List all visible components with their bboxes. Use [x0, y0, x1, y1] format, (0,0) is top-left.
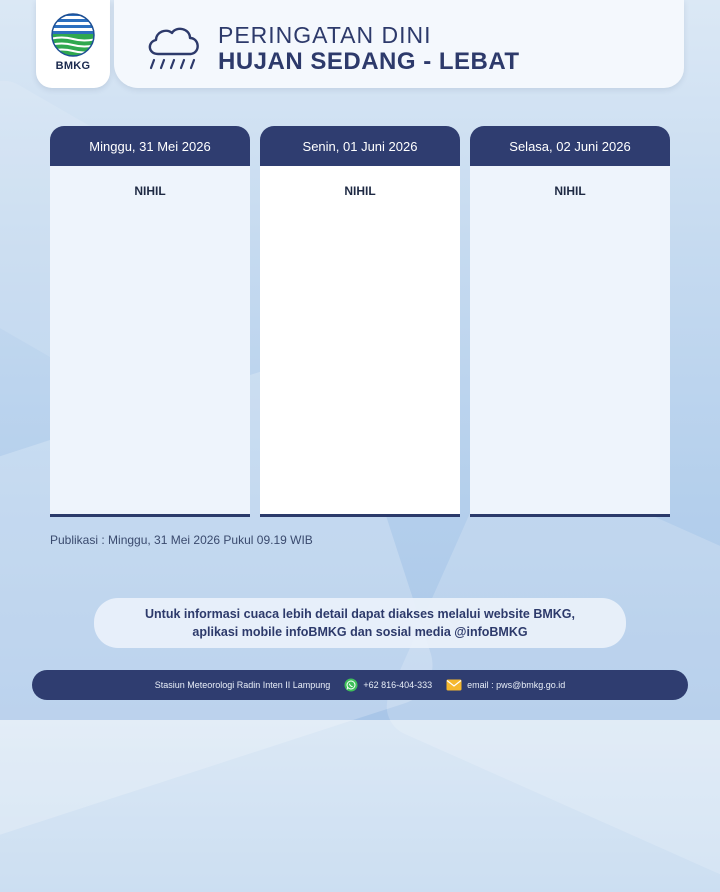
day-card-status: NIHIL — [344, 184, 376, 198]
footer-phone-item — [344, 678, 432, 692]
bmkg-emblem-icon — [50, 12, 96, 58]
day-card — [470, 126, 670, 517]
day-card — [50, 126, 250, 517]
day-card-body — [470, 166, 670, 514]
footer-email[interactable]: email : pws@bmkg.go.id — [467, 680, 566, 690]
day-card-status: NIHIL — [554, 184, 586, 198]
title-line-1: PERINGATAN DINI — [218, 22, 432, 48]
footer-email-item — [446, 679, 565, 691]
whatsapp-icon — [344, 678, 358, 692]
info-line-2: aplikasi mobile infoBMKG dan sosial media @infoBMKG — [192, 625, 528, 639]
info-line-1: Untuk informasi cuaca lebih detail dapat diakses melalui website BMKG, — [145, 607, 575, 621]
footer-station: Stasiun Meteorologi Radin Inten II Lampung — [154, 680, 331, 690]
day-card — [260, 126, 460, 517]
info-banner — [94, 598, 626, 648]
publication-time: Publikasi : Minggu, 31 Mei 2026 Pukul 09.19 WIB — [50, 533, 313, 547]
day-card-status: NIHIL — [134, 184, 166, 198]
bmkg-logo — [36, 0, 110, 88]
title-line-2: HUJAN SEDANG - LEBAT — [218, 48, 520, 75]
day-card-date: Selasa, 02 Juni 2026 — [470, 126, 670, 166]
day-card-body — [260, 166, 460, 514]
footer-bar — [32, 670, 688, 700]
envelope-icon — [446, 679, 462, 691]
day-card-date: Senin, 01 Juni 2026 — [260, 126, 460, 166]
day-card-body — [50, 166, 250, 514]
logo-text: BMKG — [55, 60, 91, 72]
rain-cloud-icon — [144, 24, 204, 72]
day-card-date: Minggu, 31 Mei 2026 — [50, 126, 250, 166]
header-title-box — [114, 0, 684, 88]
footer-phone[interactable]: +62 816-404-333 — [363, 680, 433, 690]
